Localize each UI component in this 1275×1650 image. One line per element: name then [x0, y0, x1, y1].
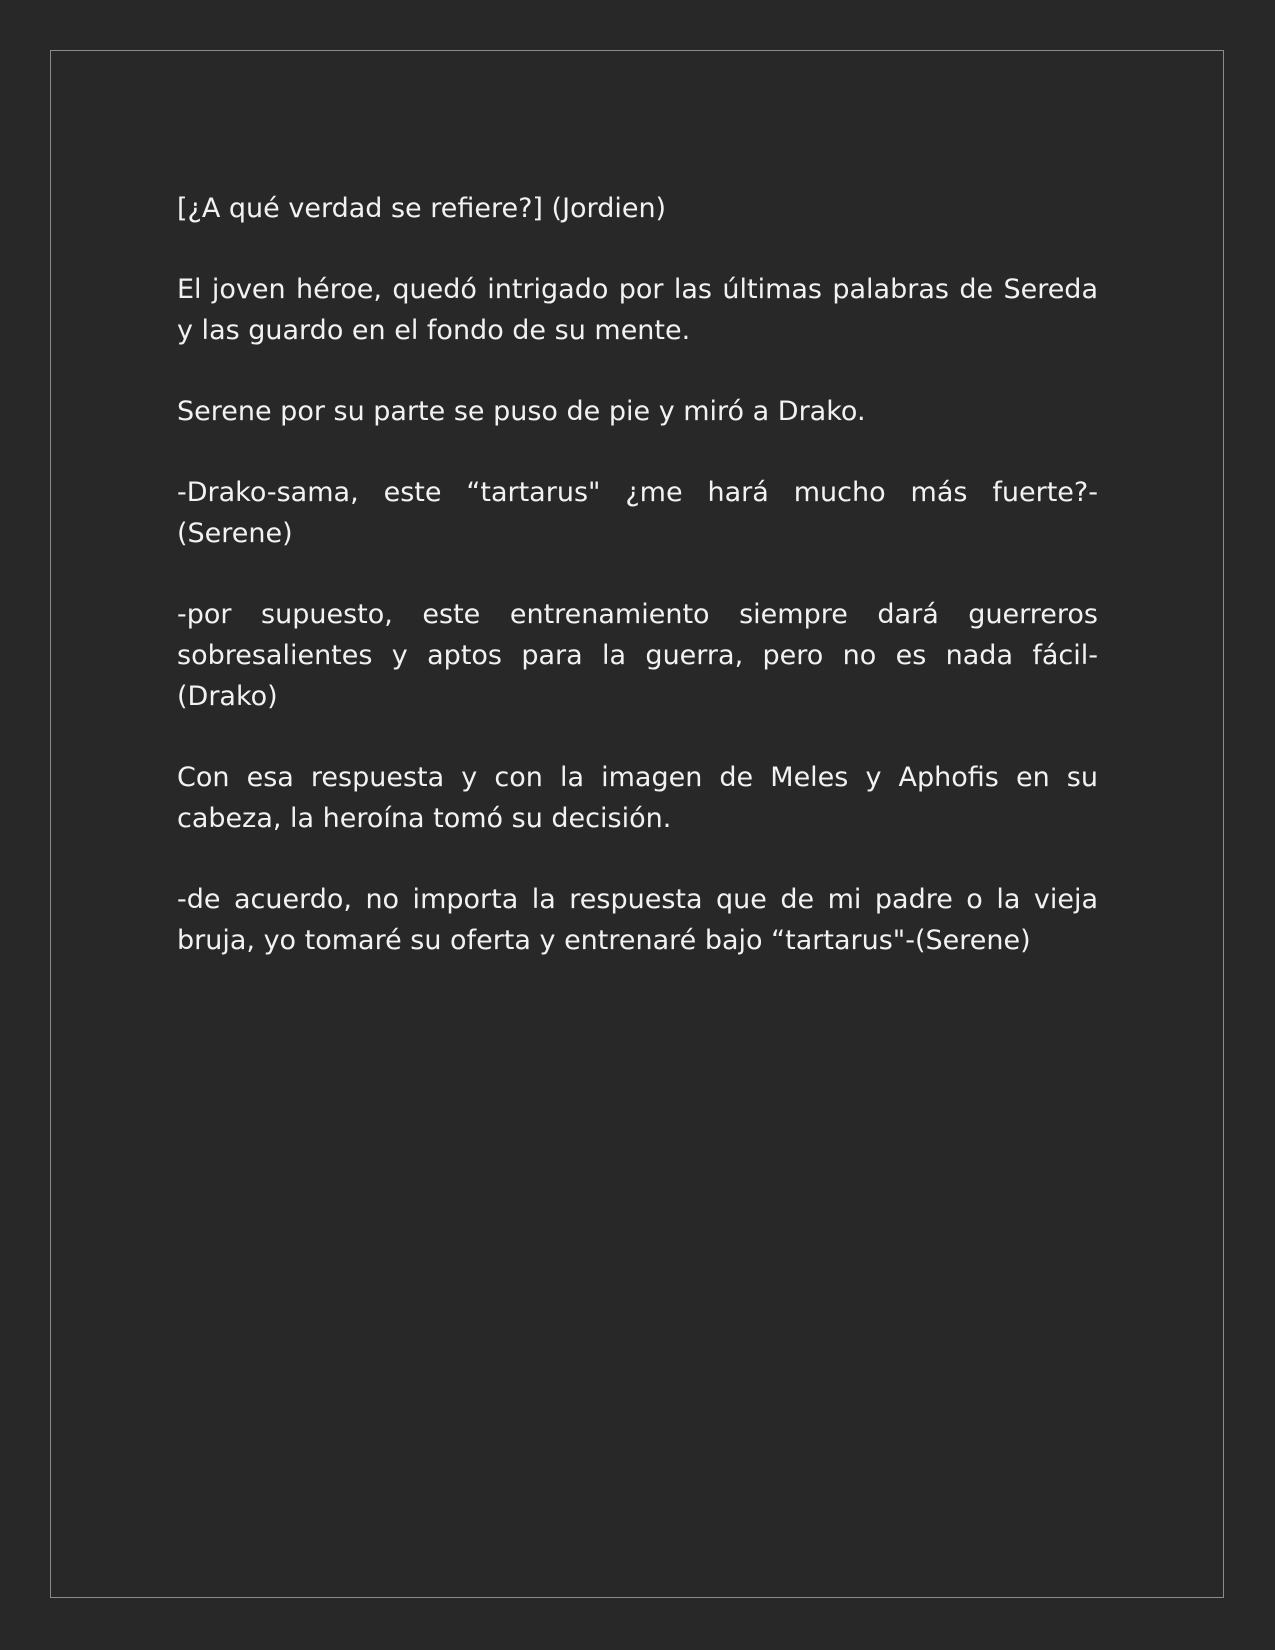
paragraph-serene-asks: -Drako-sama, este “tartarus" ¿me hará mucho más fuerte?- (Serene) [177, 477, 1098, 549]
paragraph-hero-intrigued: El joven héroe, quedó intrigado por las últimas palabras de Sereda y las guardo en el fondo de su mente. [177, 274, 1098, 346]
paragraph-serene-accepts: -de acuerdo, no importa la respuesta que de mi padre o la vieja bruja, yo tomaré su oferta y entrenaré bajo “tartarus"-(Serene) [177, 884, 1098, 956]
text-column [177, 188, 1098, 1001]
paragraph-drako-answers: -por supuesto, este entrenamiento siempre dará guerreros sobresalientes y aptos para la guerra, pero no es nada fácil- (Drako) [177, 599, 1098, 712]
paragraph-heroine-decision: Con esa respuesta y con la imagen de Meles y Aphofis en su cabeza, la heroína tomó su decisión. [177, 762, 1098, 834]
paragraph-jordien-question: [¿A qué verdad se refiere?] (Jordien) [177, 193, 667, 224]
paragraph-serene-stands: Serene por su parte se puso de pie y miró a Drako. [177, 396, 866, 427]
